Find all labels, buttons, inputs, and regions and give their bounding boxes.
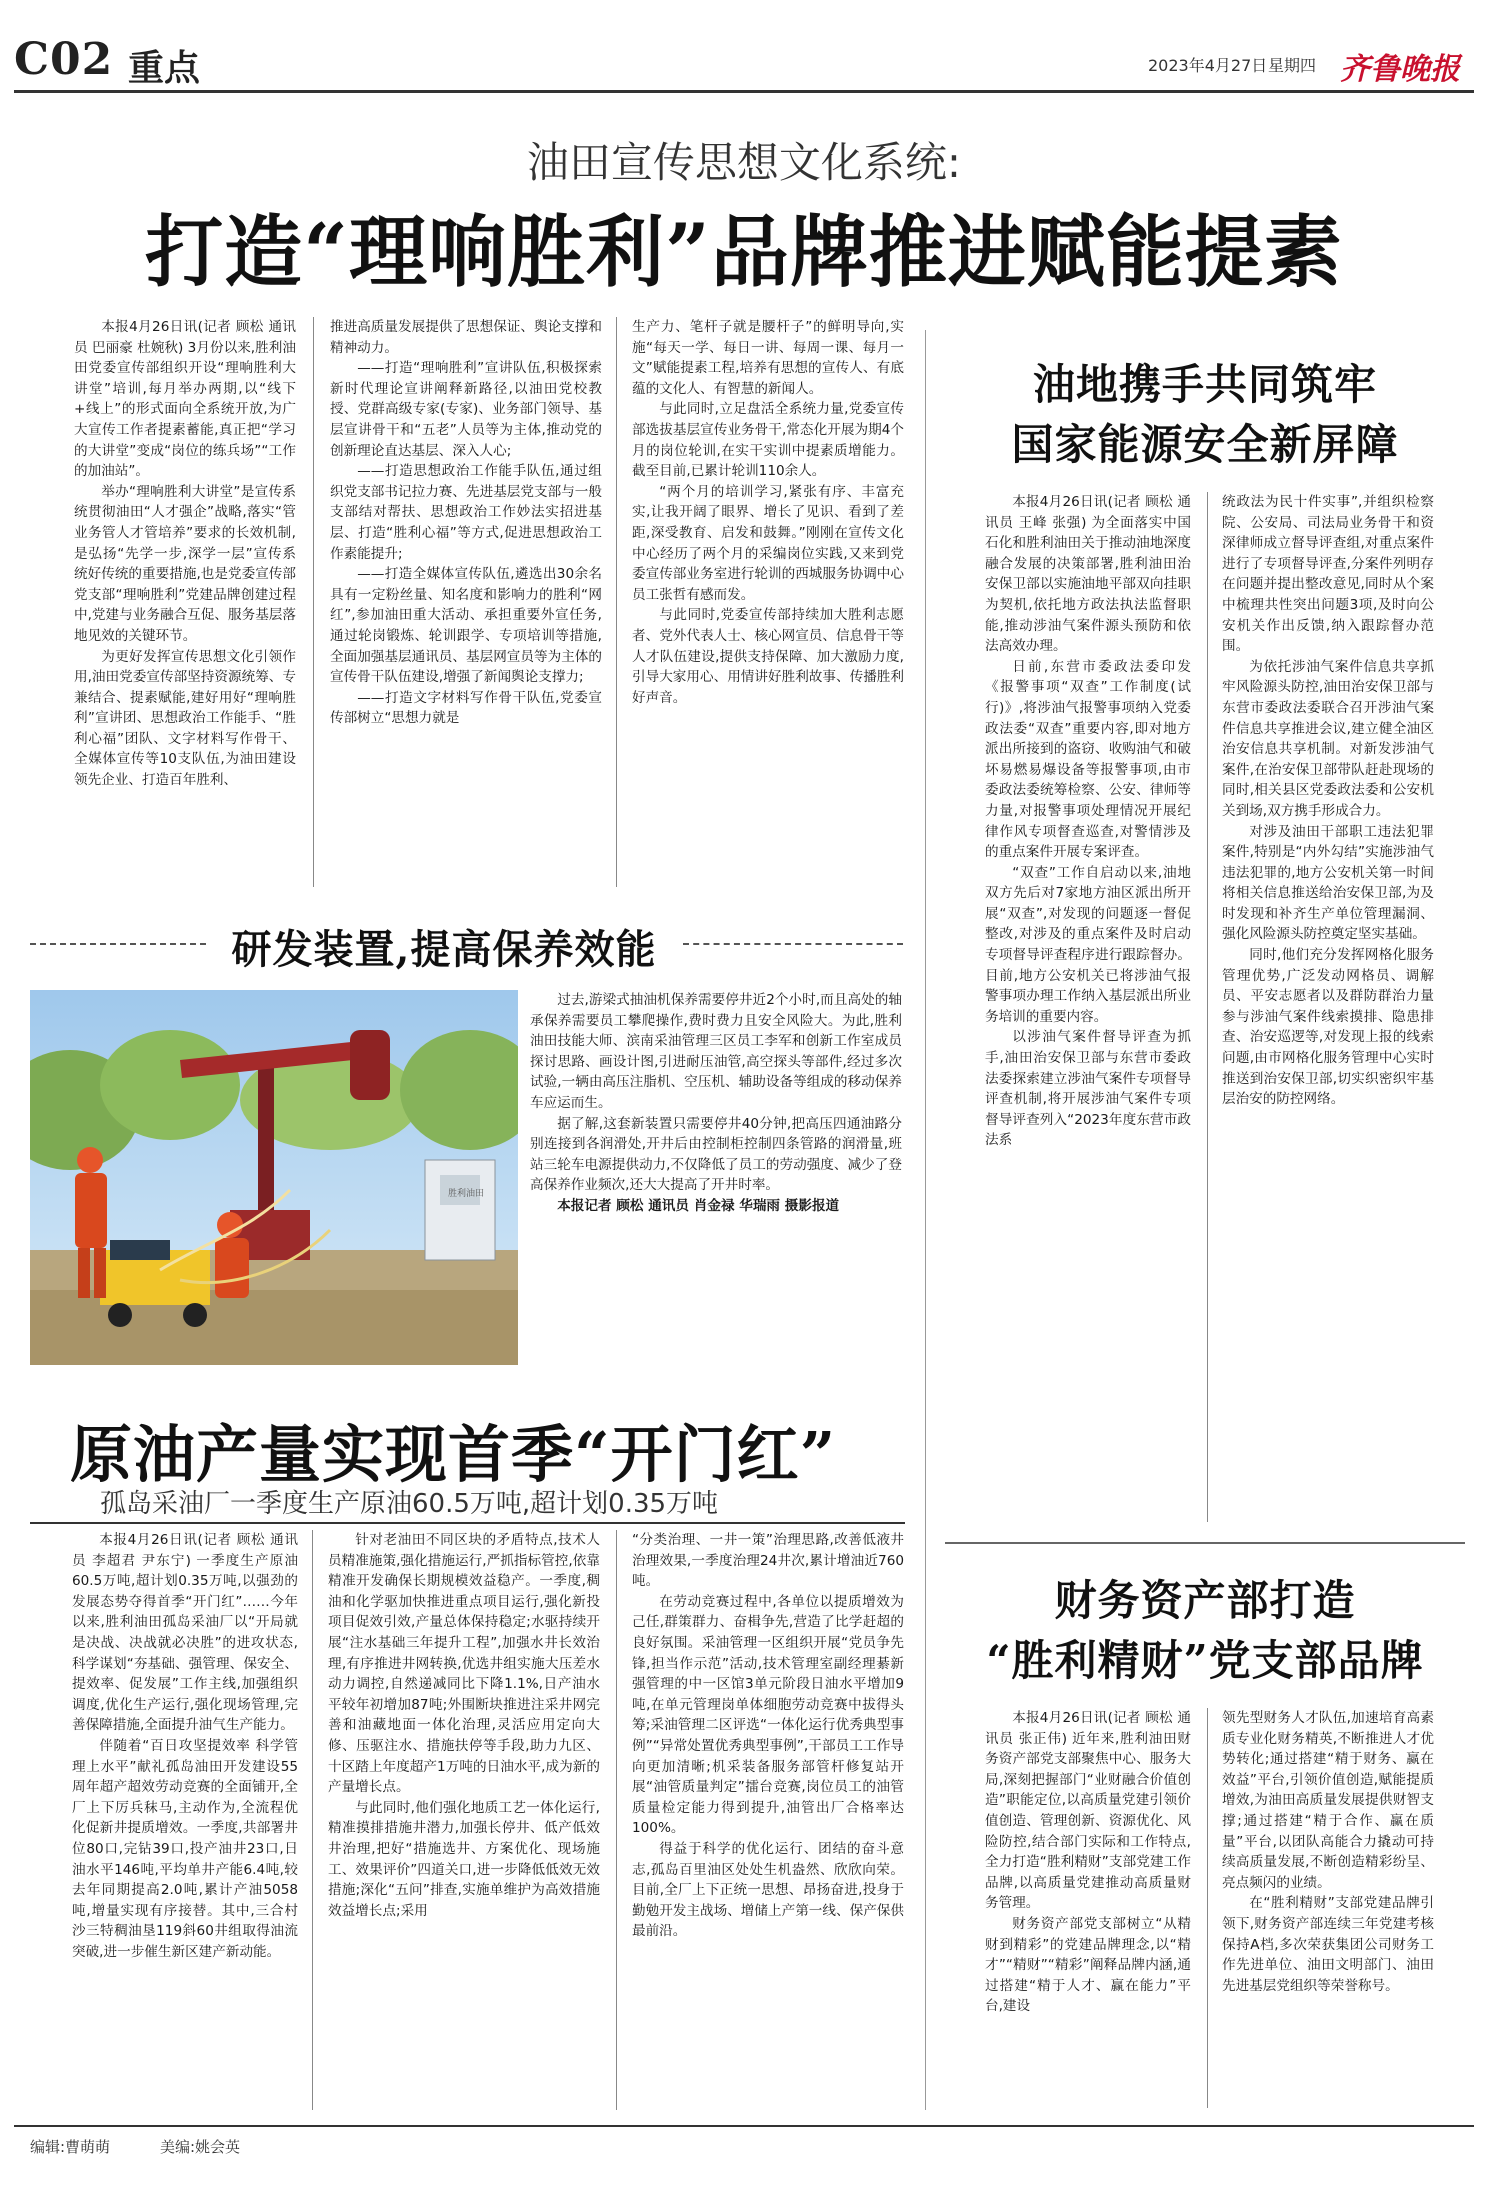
finance-story-para: 本报4月26日讯(记者 顾松 通讯员 张正伟) 近年来,胜利油田财务资产部党支部聚焦中心、服务大局,深刻把握部门“业财融合价值创造”职能定位,以高质量党建引领价值创造、管理创新、资源优化、风险防控,结合部门实际和工作特点,全力打造“胜利精财”支部党建工作品牌,以高质量党建推动高质量财务管理。: [985, 1710, 1191, 1912]
right-block-divider: [925, 330, 926, 2110]
top-story-col1: [74, 317, 296, 897]
top-story-para: 与此同时,立足盘活全系统力量,党委宣传部选拔基层宣传业务骨干,常态化开展为期4个月的岗位轮训,在实干实训中提素质增能力。截至目前,已累计轮训110余人。: [632, 401, 904, 480]
oil-story-col2: [328, 1530, 600, 2115]
top-story-para: ——打造文字材料写作骨干队伍,党委宣传部树立“思想力就是: [330, 689, 602, 727]
issue-weekday: 星期四: [1268, 56, 1317, 75]
column-divider: [1207, 492, 1208, 1522]
finance-story-col1: [985, 1708, 1191, 2118]
paper-logo: 齐鲁晚报: [1340, 52, 1460, 87]
photo-credit: 本报记者 顾松 通讯员 肖金禄 华瑞雨 摄影报道: [557, 1197, 840, 1214]
section-dash-right: [683, 943, 903, 945]
top-story-para: “两个月的培训学习,紧张有序、丰富充实,让我开阔了眼界、增长了见识、看到了差距,深受教育、启发和鼓舞。”刚刚在宣传文化中心经历了两个月的采编岗位实践,又来到党委宣传部业务室进行轮训的西城服务协调中心员工张哲有感而发。: [632, 483, 904, 603]
column-divider: [616, 1530, 617, 2110]
column-divider: [312, 1530, 313, 2110]
masthead-rule: [14, 90, 1474, 93]
finance-story-rule: [945, 1542, 1465, 1544]
security-story-para: 为依托涉油气案件信息共享抓牢风险源头防控,油田治安保卫部与东营市委政法委联合召开涉油气案件信息共享推进会议,建立健全油区治安信息共享机制。对新发涉油气案件,在治安保卫部带队赶赴现场的同时,相关县区党委政法委和公安机关到场,双方携手形成合力。: [1222, 658, 1434, 819]
top-story-para: 为更好发挥宣传思想文化引领作用,油田党委宣传部坚持资源统筹、专兼结合、提素赋能,建好用好“理响胜利”宣讲团、思想政治工作能手、“胜利心福”团队、文字材料写作骨干、全媒体宣传等10支队伍,为油田建设领先企业、打造百年胜利、: [74, 648, 296, 789]
issue-date: 2023年4月27日: [1148, 56, 1268, 75]
finance-story-para: 财务资产部党支部树立“从精财到精彩”的党建品牌理念,以“精才”“精财”“精彩”阐释品牌内涵,通过搭建“精于人才、赢在能力”平台,建设: [985, 1915, 1191, 2015]
oil-story-col3: [632, 1530, 904, 2115]
finance-story-col2: [1222, 1708, 1434, 2118]
top-story-headline: 打造“理响胜利”品牌推进赋能提素: [145, 207, 1343, 298]
top-story-para: ——打造全媒体宣传队伍,遴选出30余名具有一定粉丝量、知名度和影响力的胜利“网红”,参加油田重大活动、承担重要外宣任务,通过轮岗锻炼、轮训跟学、专项培训等措施,全面加强基层通讯员、基层网宣员等为主体的宣传骨干队伍建设,增强了新闻舆论支撑力;: [330, 566, 602, 686]
oil-story-para: 与此同时,他们强化地质工艺一体化运行,精准摸排措施井潜力,加强长停井、低产低效井治理,把好“措施选井、方案优化、现场施工、效果评价”四道关口,进一步降低低效无效措施;深化“五问”排查,实施单维护为高效措施效益增长点;采用: [328, 1799, 600, 1919]
security-story-para: 日前,东营市委政法委印发《报警事项“双查”工作制度(试行)》,将涉油气报警事项纳入党委政法委“双查”重要内容,即对地方派出所接到的盗窃、收购油气和破坏易燃易爆设备等报警事项,由市委政法委统筹检察、公安、律师等力量,对报警事项处理情况开展纪律作风专项督查巡查,对警情涉及的重点案件开展专案评查。: [985, 658, 1191, 861]
photo-story-headline: 研发装置,提高保养效能: [231, 926, 657, 973]
finance-story-headline-2: “胜利精财”党支部品牌: [986, 1636, 1424, 1685]
column-divider: [313, 317, 314, 887]
security-story-para: 对涉及油田干部职工违法犯罪案件,特别是“内外勾结”实施涉油气违法犯罪的,地方公安机关第一时间将相关信息推送给治安保卫部,为及时发现和补齐生产单位管理漏洞、强化风险源头防控奠定坚实基础。: [1222, 823, 1434, 943]
oil-story-para: “分类治理、一井一策”治理思路,改善低液井治理效果,一季度治理24井次,累计增油近760吨。: [632, 1532, 904, 1590]
oil-story-headline: 原油产量实现首季“开门红”: [70, 1418, 837, 1491]
oil-story-para: 伴随着“百日攻坚提效率 科学管理上水平”献礼孤岛油田开发建设55周年超产超效劳动竞赛的全面铺开,全厂上下厉兵秣马,主动作为,全流程优化促新井提质增效。一季度,共部署井位80口,完钻39口,投产油井23口,日油水平146吨,平均单井产能6.4吨,较去年同期提高2.0吨,累计产油5058吨,增量实现有序接替。其中,三合村沙三特稠油垦119斜60井组取得油流突破,进一步催生新区建产新动能。: [72, 1737, 298, 1960]
security-story-para: “双查”工作自启动以来,油地双方先后对7家地方油区派出所开展“双查”,对发现的问题逐一督促整改,对涉及的重点案件及时启动专项督导评查程序进行跟踪督办。目前,地方公安机关已将涉油气报警事项办理工作纳入基层派出所业务培训的重要内容。: [985, 864, 1191, 1025]
footer-designer: 美编:姚会英: [160, 2138, 241, 2156]
photo-story-text: [530, 990, 902, 1380]
footer-editor: 编辑:曹萌萌: [30, 2138, 111, 2156]
security-story-headline-1: 油地携手共同筑牢: [1032, 360, 1377, 409]
finance-story-para: 在“胜利精财”支部党建品牌引领下,财务资产部连续三年党建考核保持A档,多次荣获集团公司财务工作先进单位、油田文明部门、油田先进基层党组织等荣誉称号。: [1222, 1895, 1434, 1994]
photo-story-para: 据了解,这套新装置只需要停井40分钟,把高压四通油路分别连接到各润滑处,开井后由控制柜控制四条管路的润滑量,班站三轮车电源提供动力,不仅降低了员工的劳动强度、减少了登高保养作业频次,还大大提高了开井时率。: [530, 1115, 902, 1194]
security-story-para: 以涉油气案件督导评查为抓手,油田治安保卫部与东营市委政法委探索建立涉油气案件专项督导评查机制,将开展涉油气案件专项督导评查列入“2023年度东营市政法系: [985, 1029, 1191, 1149]
top-story-para: 举办“理响胜利大讲堂”是宣传系统贯彻油田“人才强企”战略,落实“管业务管人才管培养”要求的长效机制,是弘扬“先学一步,深学一层”宣传系统好传统的重要措施,也是党委宣传部党支部“理响胜利”党建品牌创建过程中,党建与业务融合互促、服务基层落地见效的关键环节。: [74, 483, 296, 644]
finance-story-para: 领先型财务人才队伍,加速培育高素质专业化财务精英,不断推进人才优势转化;通过搭建“精于财务、赢在效益”平台,引领价值创造,赋能提质增效,为油田高质量发展提供财智支撑;通过搭建“精于合作、赢在质量”平台,以团队高能合力撬动可持续高质量发展,不断创造精彩纷呈、亮点频闪的业绩。: [1222, 1710, 1434, 1891]
oil-story-para: 针对老油田不同区块的矛盾特点,技术人员精准施策,强化措施运行,严抓指标管控,依靠精准开发确保长期规模效益稳产。一季度,稠油和化学驱加快推进重点项目运行,强化新投项目促效引效,产量总体保持稳定;水驱持续开展“注水基础三年提升工程”,加强水井长效治理,有序推进井网转换,优选井组实施大压差水动力调控,自然递减同比下降1.1%,日产油水平较年初增加87吨;外围断块推进注采井网完善和油藏地面一体化治理,灵活应用定向大修、压驱注水、措施扶停等手段,助力九区、十区踏上年度超产1万吨的日油水平,成为新的产量增长点。: [328, 1532, 600, 1796]
security-story-col1: [985, 492, 1191, 1532]
oil-story-para: 在劳动竞赛过程中,各单位以提质增效为己任,群策群力、奋楫争先,营造了比学赶超的良好氛围。采油管理一区组织开展“党员争先锋,担当作示范”活动,技术管理室副经理綦新强管理的中一区馆3单元阶段日油水平增加9吨,在单元管理岗单体细胞劳动竞赛中拔得头筹;采油管理二区评选“一体化运行优秀典型事例”“异常处置优秀典型事例”,干部员工工作导向更加清晰;机采装备服务部管杆修复站开展“油管质量判定”擂台竞赛,岗位员工的油管质量检定能力得到提升,油管出厂合格率达100%。: [632, 1593, 904, 1837]
security-story-para: 统政法为民十件实事”,并组织检察院、公安局、司法局业务骨干和资深律师成立督导评查组,对重点案件进行了专项督导评查,分案件列明存在问题并提出整改意见,同时从个案中梳理共性突出问题3项,及时向公安机关作出反馈,纳入跟踪督办范围。: [1222, 494, 1434, 655]
top-story-para: ——打造“理响胜利”宣讲队伍,积极探索新时代理论宣讲阐释新路径,以油田党校教授、党群高级专家(专家)、业务部门领导、基层宣讲骨干和“五老”人员等为主体,推动党的创新理论直达基层、深入人心;: [330, 360, 602, 459]
section-dash-left: [30, 943, 206, 945]
top-story-col2: [330, 317, 602, 897]
finance-story-headline-1: 财务资产部打造: [1054, 1576, 1356, 1625]
page-code: C02: [14, 34, 114, 85]
oil-story-para: 得益于科学的优化运行、团结的奋斗意志,孤岛百里油区处处生机盎然、欣欣向荣。目前,全厂上下正统一思想、昂扬奋进,投身于勤勉开发主战场、增储上产第一线、保产保供最前沿。: [632, 1840, 904, 1940]
footer-rule: [14, 2125, 1474, 2127]
top-story-para: 推进高质量发展提供了思想保证、舆论支撑和精神动力。: [330, 319, 602, 356]
section-title: 重点: [128, 48, 201, 89]
top-story-col3: [632, 317, 904, 897]
oil-story-subhead: 孤岛采油厂一季度生产原油60.5万吨,超计划0.35万吨: [100, 1489, 719, 1519]
oilfield-photo: [30, 990, 518, 1365]
top-story-para: 本报4月26日讯(记者 顾松 通讯员 巴丽豪 杜婉秋) 3月份以来,胜利油田党委宣传部组织开设“理响胜利大讲堂”培训,每月举办两期,以“线下+线上”的形式面向全系统开放,为广大宣传工作者提素蓄能,真正把“学习的大讲堂”变成“岗位的练兵场”“工作的加油站”。: [74, 319, 296, 480]
top-story-kicker: 油田宣传思想文化系统:: [526, 138, 962, 187]
top-story-para: ——打造思想政治工作能手队伍,通过组织党支部书记拉力赛、先进基层党支部与一般支部结对帮扶、思想政治工作妙法实招进基层、打造“胜利心福”等方式,促进思想政治工作素能提升;: [330, 463, 602, 562]
top-story-para: 生产力、笔杆子就是腰杆子”的鲜明导向,实施“每天一学、每日一讲、每周一课、每月一文”赋能提素工程,培养有思想的宣传人、有底蕴的文化人、有智慧的新闻人。: [632, 319, 904, 397]
security-story-col2: [1222, 492, 1434, 1532]
security-story-headline-2: 国家能源安全新屏障: [1011, 420, 1399, 469]
security-story-para: 同时,他们充分发挥网格化服务管理优势,广泛发动网格员、调解员、平安志愿者以及群防群治力量参与涉油气案件线索摸排、隐患排查、治安巡逻等,对发现上报的线索问题,由市网格化服务管理中心实时推送到治安保卫部,切实织密织牢基层治安的防控网络。: [1222, 947, 1434, 1108]
oil-story-para: 本报4月26日讯(记者 顾松 通讯员 李超君 尹东宁) 一季度生产原油60.5万吨,超计划0.35万吨,以强劲的发展态势夺得首季“开门红”……今年以来,胜利油田孤岛采油厂以“开局就是决战、决战就必决胜”的进攻状态,科学谋划“夯基础、强管理、保安全、提效率、促发展”工作主线,加强组织调度,优化生产运行,强化现场管理,完善保障措施,全面提升油气生产能力。: [72, 1532, 298, 1734]
oilfield-photo-illustration: [30, 990, 518, 1365]
oil-story-rule: [30, 1522, 905, 1524]
photo-story-para: 过去,游梁式抽油机保养需要停井近2个小时,而且高处的轴承保养需要员工攀爬操作,费时费力且安全风险大。为此,胜利油田技能大师、滨南采油管理三区员工李军和创新工作室成员探讨思路、画设计图,引进耐压油管,高空探头等部件,经过多次试验,一辆由高压注脂机、空压机、辅助设备等组成的移动保养车应运而生。: [530, 992, 902, 1111]
security-story-para: 本报4月26日讯(记者 顾松 通讯员 王峰 张强) 为全面落实中国石化和胜利油田关于推动油地深度融合发展的决策部署,胜利油田治安保卫部以实施油地平部双向挂职为契机,依托地方政法执法监督职能,推动涉油气案件源头预防和依法高效办理。: [985, 494, 1191, 655]
top-story-para: 与此同时,党委宣传部持续加大胜利志愿者、党外代表人士、核心网宣员、信息骨干等人才队伍建设,提供支持保障、加大激励力度,引导大家用心、用情讲好胜利故事、传播胜利好声音。: [632, 607, 904, 706]
column-divider: [1207, 1708, 1208, 2108]
oil-story-col1: [72, 1530, 298, 2115]
column-divider: [616, 317, 617, 887]
photo-sign: 胜利油田: [448, 1189, 485, 1199]
